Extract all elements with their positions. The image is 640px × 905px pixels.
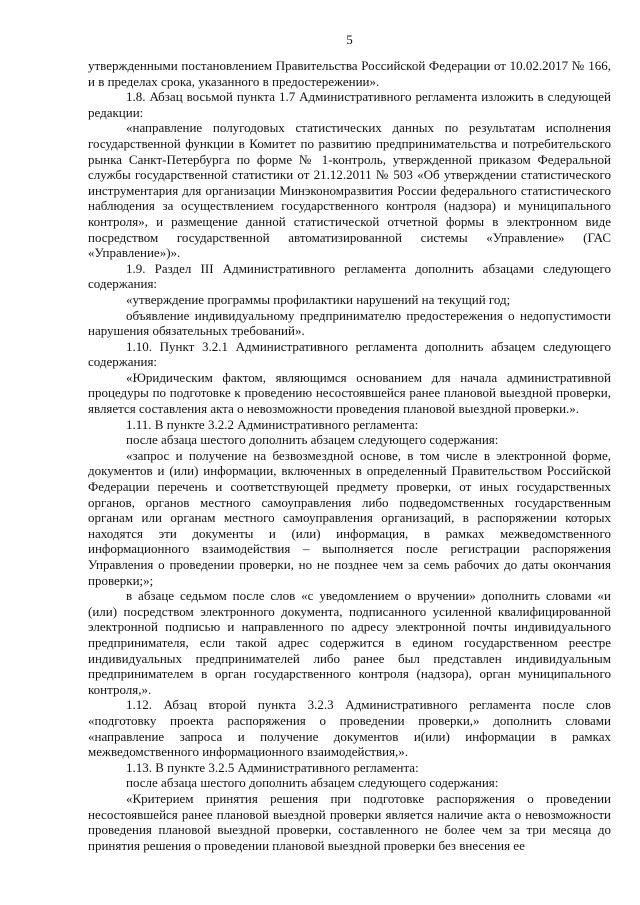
page-number: 5 (346, 32, 353, 47)
paragraph: 1.11. В пункте 3.2.2 Административного регламента: (126, 416, 419, 432)
paragraph: объявление индивидуальному предпринимателю предостережения о недопустимости нарушения обязательных требований». (88, 307, 611, 339)
paragraph: 1.13. В пункте 3.2.5 Административного регламента: (126, 759, 419, 775)
paragraph: утвержденными постановлением Правительства Российской Федерации от 10.02.2017 № 166, и в пределах срока, указанного в предостережении». (88, 58, 611, 89)
paragraph: «запрос и получение на безвозмездной основе, в том числе в электронной форме, документов и (или) информации, включенных в определенный Правительством Российской Федерации перечень и соответствующей предмету проверки, от иных государственных органов, органов местного самоуправления либо подведомственных государственным органам или органам местного самоуправления организаций, в распоряжении которых находятся эти документы и (или) информация, в рамках межведомственного информационного взаимодействия – выполняется после регистрации распоряжения Управления о проведении проверки, но не позднее чем за семь рабочих до даты окончания проверки;»; (88, 447, 611, 588)
paragraph: «утверждение программы профилактики нарушений на текущий год; (126, 291, 511, 307)
paragraph: «направление полугодовых статистических данных по результатам исполнения государственной функции в Комитет по развитию предпринимательства и потребительского рынка Санкт-Петербурга по форме № 1-контроль, утвержденной приказом Федеральной службы государственной статистики от 21.12.2011 № 503 «Об утверждении статистического инструментария для организации Минэкономразвития России федерального статистического наблюдения за осуществлением государственного контроля (надзора) и муниципального контроля», и размещение данной статистической отчетной формы в электронном виде посредством государственной автоматизированной системы «Управление» (ГАС «Управление»)». (88, 120, 611, 261)
paragraph: «Критерием принятия решения при подготовке распоряжения о проведении несостоявшейся ранее плановой выездной проверки является наличие акта о невозможности проведения плановой выездной проверки, составленного не более чем за три месяца до принятия решения о проведении плановой выездной проверки без внесения ее (88, 790, 611, 853)
document-body (88, 58, 611, 853)
paragraph: после абзаца шестого дополнить абзацем следующего содержания: (126, 775, 499, 791)
paragraph: 1.8. Абзац восьмой пункта 1.7 Административного регламента изложить в следующей редакции: (88, 89, 611, 120)
paragraph: 1.12. Абзац второй пункта 3.2.3 Административного регламента после слов «подготовку проекта распоряжения о проведении проверки,» дополнить словами «направление запроса и получение документов и(или) информации в рамках межведомственного информационного взаимодействия,». (88, 697, 611, 760)
paragraph: 1.9. Раздел III Административного регламента дополнить абзацами следующего содержания: (88, 260, 611, 292)
paragraph: в абзаце седьмом после слов «с уведомлением о вручении» дополнить словами «и (или) посредством электронного документа, подписанного усиленной квалифицированной электронной подписью и направленного по адресу электронной почты индивидуального предпринимателя, если такой адрес содержится в едином государственном реестре индивидуальных предпринимателей либо ранее был представлен индивидуальным предпринимателем в орган государственного контроля (надзора), орган муниципального контроля,». (88, 588, 611, 697)
paragraph: «Юридическим фактом, являющимся основанием для начала административной процедуры по подготовке к проведению несостоявшейся ранее плановой выездной проверки, является составления акта о невозможности проведения плановой выездной проверки.». (88, 369, 611, 417)
paragraph: после абзаца шестого дополнить абзацем следующего содержания: (126, 432, 499, 448)
paragraph: 1.10. Пункт 3.2.1 Административного регламента дополнить абзацем следующего содержания: (88, 338, 611, 370)
